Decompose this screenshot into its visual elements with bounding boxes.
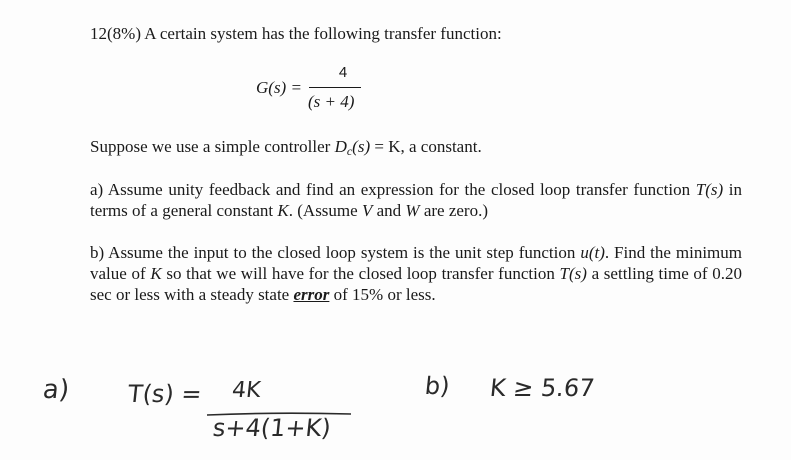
- part-a-seg7: and: [372, 201, 406, 220]
- part-b-seg4: K: [150, 264, 162, 283]
- controller-statement: [90, 137, 482, 161]
- tf-lhs: G(s) =: [256, 78, 302, 97]
- part-b-seg7: a settling time of 0.20 sec or less with a steady state: [90, 264, 743, 304]
- part-b-seg1: b) Assume the input to the closed loop system is the unit step function: [90, 243, 581, 262]
- part-a-seg2: T(s): [695, 180, 724, 199]
- part-a-seg4: K: [277, 201, 289, 220]
- tf-fraction-bar: [309, 87, 361, 88]
- part-b-error-emphasis: error: [293, 285, 330, 304]
- answer-a-lhs: T(s) =: [126, 380, 204, 408]
- part-a-seg1: a) Assume unity feedback and find an expression for the closed loop transfer function: [90, 180, 696, 199]
- answer-b-value: K ≥ 5.67: [488, 374, 597, 402]
- controller-text-post: = K, a constant.: [370, 137, 482, 156]
- part-b-seg2: u(t): [580, 243, 605, 262]
- part-b-seg6: T(s): [559, 264, 587, 283]
- tf-denominator: (s + 4): [308, 92, 355, 111]
- controller-subscript: c: [346, 144, 353, 158]
- part-a-text: [90, 179, 742, 221]
- part-b-text: [90, 242, 742, 305]
- part-a-seg5: . (Assume: [288, 201, 362, 220]
- answer-a-denominator: s+4(1+K): [211, 414, 333, 442]
- answer-a-label: a): [41, 375, 71, 405]
- part-a-seg3: in terms of a general constant: [90, 180, 742, 220]
- part-a-seg8: W: [405, 201, 420, 220]
- part-b-seg9: of 15% or less.: [329, 285, 436, 304]
- part-a-seg6: V: [361, 201, 373, 220]
- problem-header: 12(8%) A certain system has the following transfer function:: [90, 24, 502, 43]
- tf-numerator: 4: [338, 64, 348, 81]
- answer-a-numerator: 4K: [230, 378, 262, 403]
- controller-text-pre: Suppose we use a simple controller: [90, 137, 335, 156]
- part-b-seg5: so that we will have for the closed loop transfer function: [161, 264, 560, 283]
- controller-arg: (s): [352, 137, 371, 156]
- controller-symbol: D: [334, 137, 347, 156]
- answer-b-label: b): [423, 372, 452, 400]
- part-a-seg9: are zero.): [419, 201, 488, 220]
- part-b-seg3: . Find the minimum value of: [90, 243, 742, 283]
